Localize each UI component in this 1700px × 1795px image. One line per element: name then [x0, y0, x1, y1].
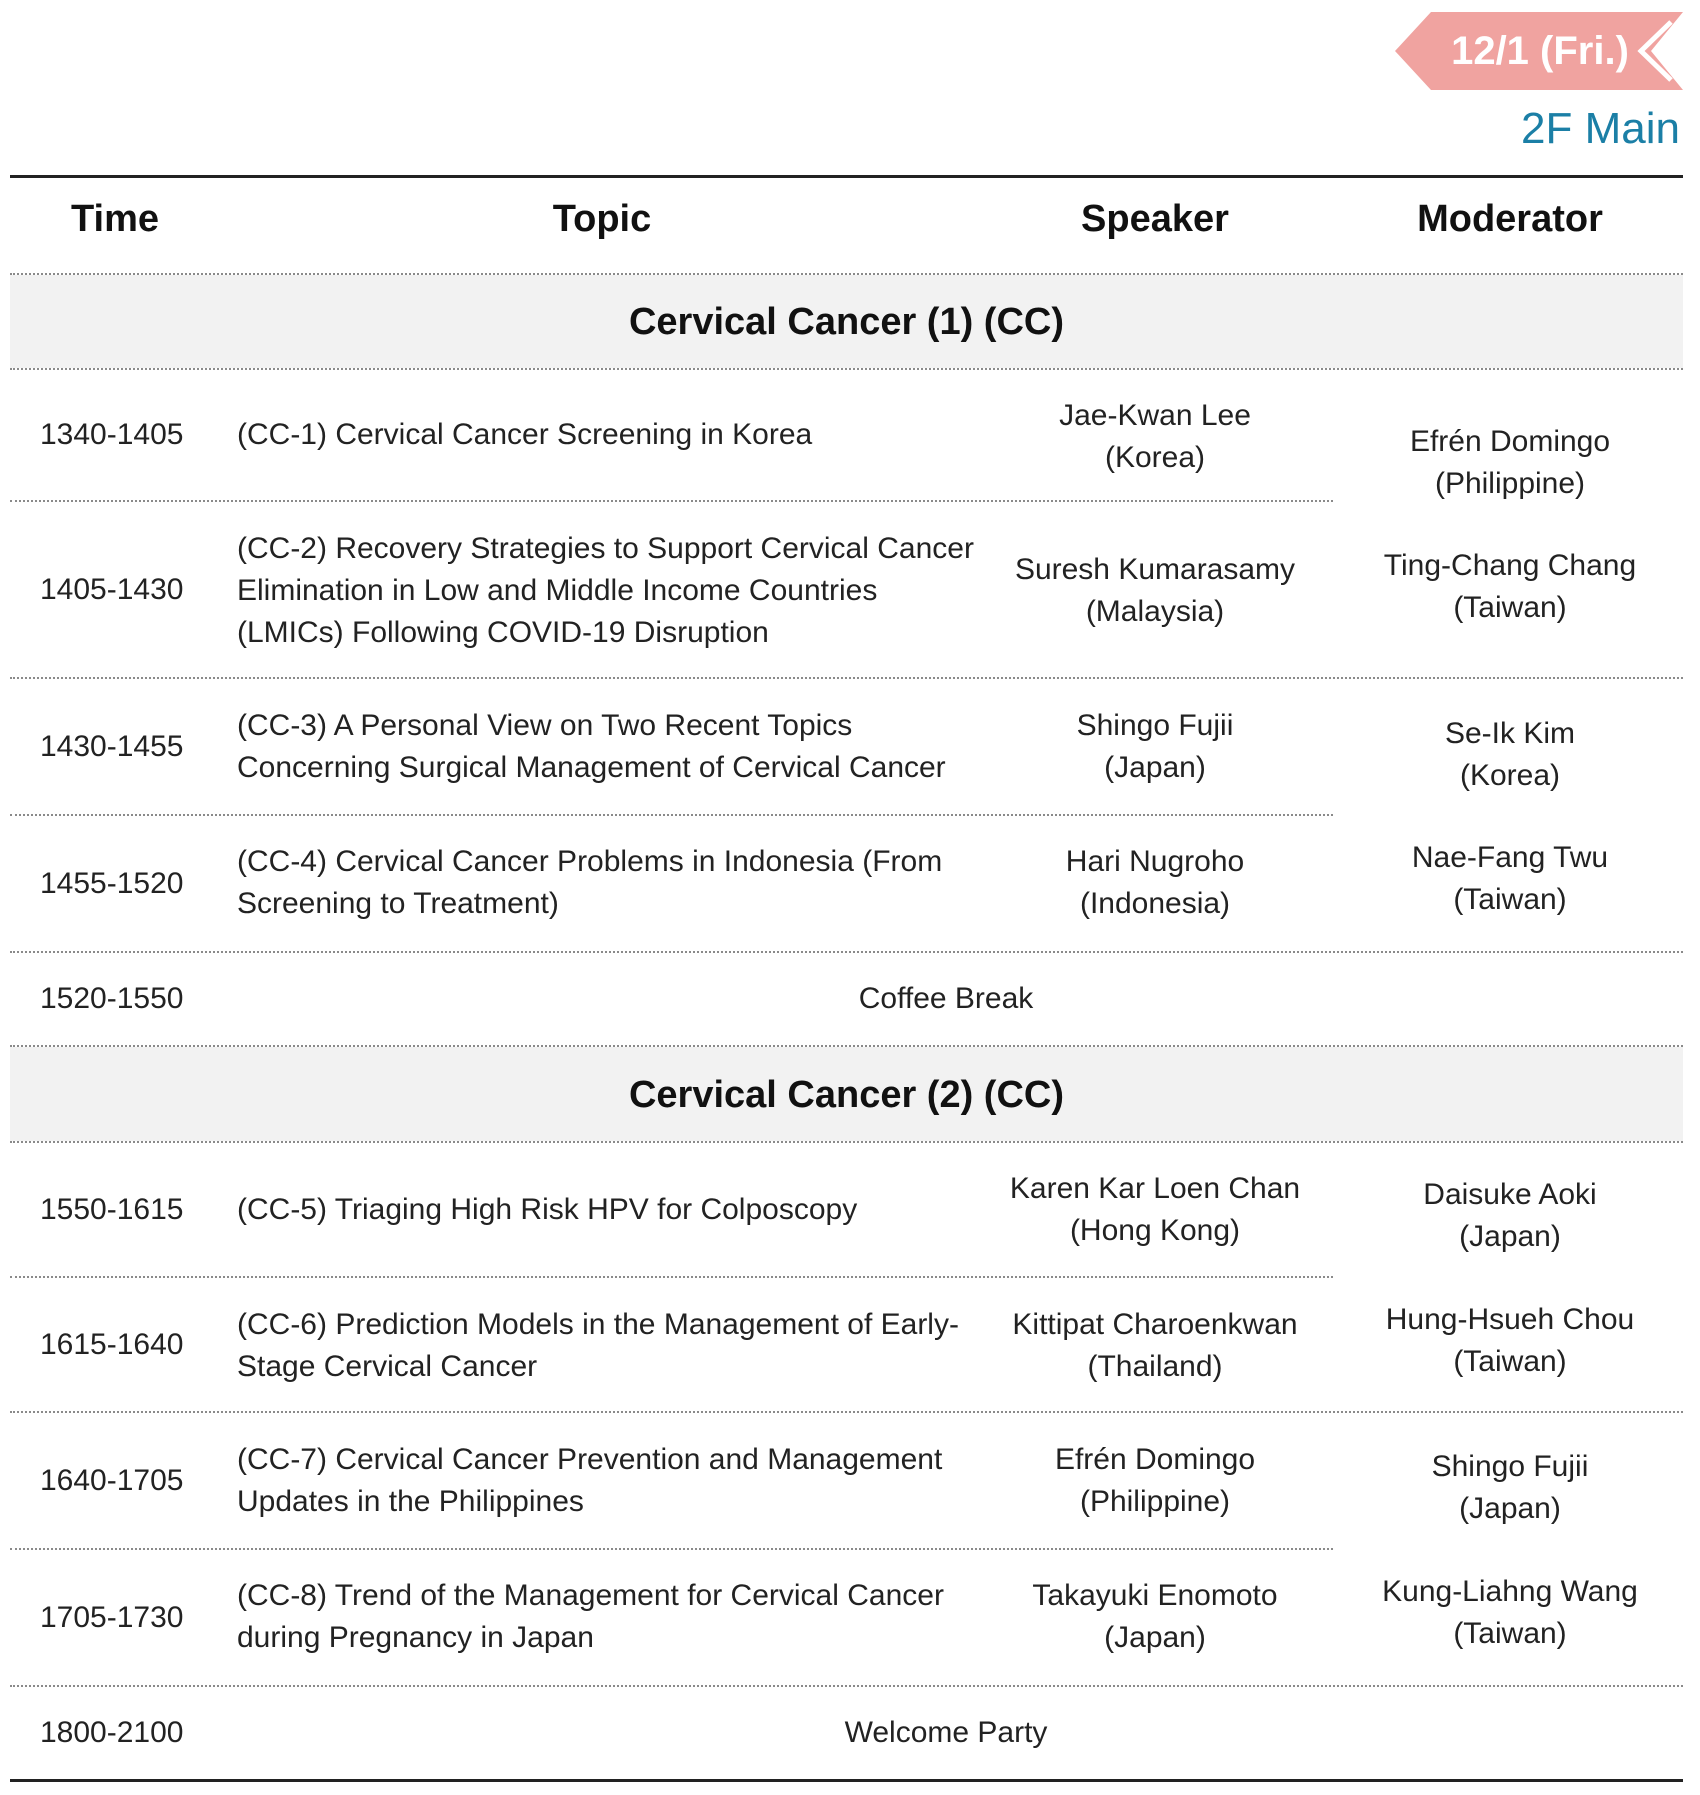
speaker-name: Efrén Domingo: [1054, 1443, 1256, 1476]
speaker-name: Kittipat Charoenkwan: [1012, 1308, 1298, 1341]
topic-line: (CC-7) Cervical Cancer Prevention and Management: [237, 1443, 943, 1476]
moderator: [1340, 545, 1680, 629]
topic-line: (CC-2) Recovery Strategies to Support Cervical Cancer: [237, 532, 974, 565]
row-topic: [237, 370, 977, 500]
row-time: 1455-1520: [40, 866, 184, 900]
row-time: 1615-1640: [40, 1327, 184, 1361]
moderator-country: (Philippine): [1434, 467, 1586, 500]
speaker-name: Takayuki Enomoto: [1032, 1579, 1278, 1612]
moderator-country: (Japan): [1459, 1492, 1561, 1525]
speaker-name: Shingo Fujii: [1076, 709, 1234, 742]
speaker-country: (Hong Kong): [1069, 1214, 1241, 1247]
table-top-rule: [10, 175, 1683, 178]
row-speaker: [985, 549, 1325, 633]
row-time: 1550-1615: [40, 1192, 184, 1226]
speaker-country: (Malaysia): [1085, 595, 1225, 628]
moderator: [1340, 421, 1680, 505]
moderator-country: (Taiwan): [1453, 1617, 1567, 1650]
topic-line: during Pregnancy in Japan: [237, 1621, 594, 1654]
moderator-name: Kung-Liahng Wang: [1382, 1575, 1638, 1608]
speaker-country: (Korea): [1104, 441, 1206, 474]
moderator: [1340, 1174, 1680, 1258]
topic-line: Screening to Treatment): [237, 887, 559, 920]
topic-line: (CC-6) Prediction Models in the Management of Early-: [237, 1308, 959, 1341]
topic-line: (CC-8) Trend of the Management for Cervical Cancer: [237, 1579, 944, 1612]
row-time: 1430-1455: [40, 729, 184, 763]
moderator-country: (Taiwan): [1453, 1345, 1567, 1378]
row-topic: [237, 1575, 977, 1659]
row-topic: [237, 705, 977, 789]
row-speaker: [985, 1304, 1325, 1388]
row-topic: [237, 1439, 977, 1523]
row-speaker: [985, 705, 1325, 789]
divider: [10, 1411, 1683, 1413]
speaker-name: Suresh Kumarasamy: [1014, 553, 1296, 586]
room-label: 2F Main: [1521, 104, 1680, 153]
row-time: 1800-2100: [40, 1716, 184, 1749]
moderator-name: Shingo Fujii: [1431, 1450, 1589, 1483]
col-header-speaker: Speaker: [1081, 198, 1229, 240]
topic-line: (CC-5) Triaging High Risk HPV for Colposcopy: [237, 1192, 858, 1226]
moderator-name: Hung-Hsueh Chou: [1385, 1303, 1635, 1336]
row-speaker: [985, 1439, 1325, 1523]
moderator-name: Se-Ik Kim: [1444, 717, 1576, 750]
date-label: 12/1 (Fri.): [1451, 29, 1629, 73]
topic-line: (CC-3) A Personal View on Two Recent Topics: [237, 709, 853, 742]
moderator-name: Nae-Fang Twu: [1411, 841, 1609, 874]
topic-line: Updates in the Philippines: [237, 1485, 584, 1518]
moderator: [1340, 713, 1680, 797]
moderator-name: Ting-Chang Chang: [1383, 549, 1637, 582]
topic-line: (LMICs) Following COVID-19 Disruption: [237, 616, 769, 649]
row-speaker: [985, 1168, 1325, 1252]
divider: [10, 500, 1333, 502]
row-time: 1405-1430: [40, 572, 184, 606]
welcome-party-label: Welcome Party: [844, 1716, 1048, 1749]
divider: [10, 814, 1333, 816]
speaker-country: (Indonesia): [1079, 887, 1231, 920]
moderator-country: (Taiwan): [1453, 883, 1567, 916]
row-topic: [237, 528, 977, 654]
col-header-topic: Topic: [552, 198, 652, 240]
speaker-country: (Philippine): [1079, 1485, 1231, 1518]
topic-line: (CC-4) Cervical Cancer Problems in Indonesia (From: [237, 845, 943, 878]
row-speaker: [985, 395, 1325, 479]
moderator-country: (Japan): [1459, 1220, 1561, 1253]
coffee-break-label: Coffee Break: [858, 982, 1034, 1015]
topic-line: Concerning Surgical Management of Cervical Cancer: [237, 751, 946, 784]
divider: [10, 1276, 1333, 1278]
speaker-country: (Thailand): [1087, 1350, 1223, 1383]
col-header-time: Time: [70, 198, 159, 240]
topic-line: Stage Cervical Cancer: [237, 1350, 538, 1383]
row-topic: [237, 1304, 977, 1388]
section-title: Cervical Cancer (1) (CC): [628, 301, 1065, 343]
date-tag: [1395, 12, 1683, 90]
speaker-name: Hari Nugroho: [1065, 845, 1245, 878]
row-time: 1705-1730: [40, 1600, 184, 1634]
row-speaker: [985, 1575, 1325, 1659]
moderator: [1340, 1571, 1680, 1655]
row-time: 1640-1705: [40, 1463, 184, 1497]
moderator-name: Daisuke Aoki: [1423, 1178, 1597, 1211]
row-time: 1340-1405: [40, 418, 184, 451]
speaker-name: Karen Kar Loen Chan: [1009, 1172, 1301, 1205]
speaker-country: (Japan): [1104, 751, 1206, 784]
row-speaker: [985, 841, 1325, 925]
topic-line: (CC-1) Cervical Cancer Screening in Korea: [237, 418, 813, 451]
col-header-moderator: Moderator: [1417, 198, 1603, 240]
row-topic: [237, 841, 977, 925]
section-title: Cervical Cancer (2) (CC): [628, 1074, 1065, 1116]
row-topic: [237, 1143, 977, 1276]
topic-line: Elimination in Low and Middle Income Countries: [237, 574, 878, 607]
divider: [10, 1548, 1333, 1550]
moderator-country: (Korea): [1459, 759, 1561, 792]
divider: [10, 677, 1683, 679]
speaker-name: Jae-Kwan Lee: [1059, 399, 1251, 432]
moderator: [1340, 1299, 1680, 1383]
row-time: 1520-1550: [40, 982, 184, 1015]
speaker-country: (Japan): [1104, 1621, 1206, 1654]
table-bottom-rule: [10, 1779, 1683, 1782]
moderator: [1340, 837, 1680, 921]
moderator-name: Efrén Domingo: [1409, 425, 1611, 458]
moderator: [1340, 1446, 1680, 1530]
moderator-country: (Taiwan): [1453, 591, 1567, 624]
